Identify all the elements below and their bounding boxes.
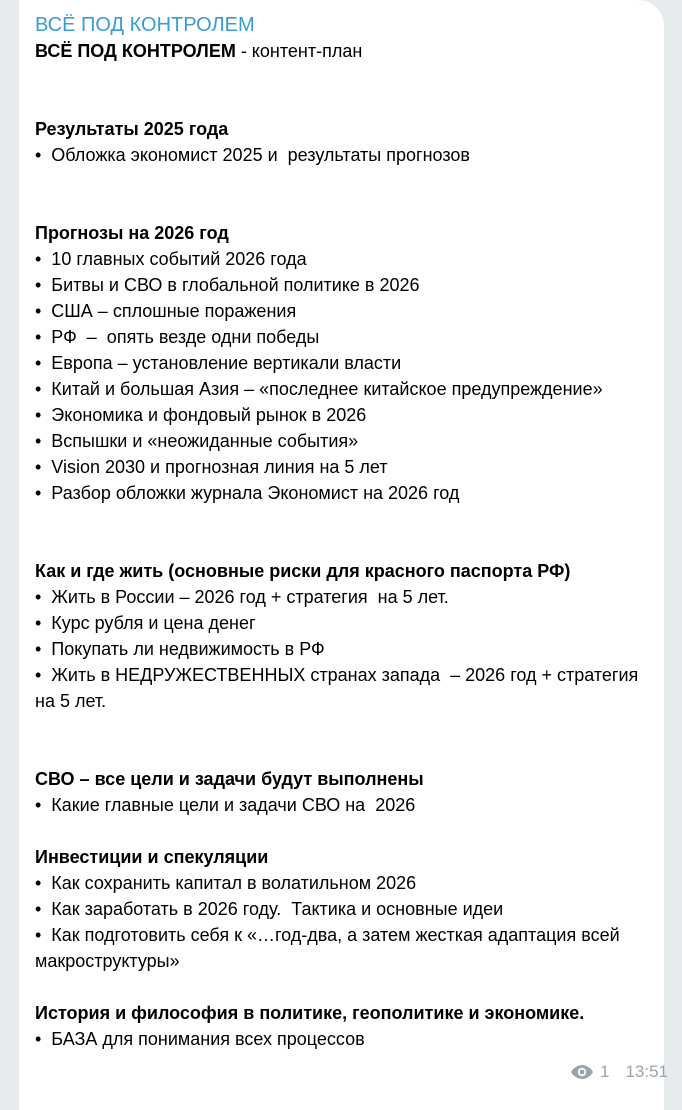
list-item: • Европа – установление вертикали власти bbox=[35, 353, 402, 373]
section-heading: Как и где жить (основные риски для красного паспорта РФ) bbox=[35, 561, 571, 581]
list-item: • Покупать ли недвижимость в РФ bbox=[35, 639, 325, 659]
list-item: • 10 главных событий 2026 года bbox=[35, 249, 307, 269]
spacer bbox=[35, 506, 648, 558]
message-time: 13:51 bbox=[625, 1062, 668, 1081]
spacer bbox=[35, 64, 648, 116]
list-item: • Вспышки и «неожиданные события» bbox=[35, 431, 359, 451]
list-item: • Битвы и СВО в глобальной политике в 2026 bbox=[35, 275, 420, 295]
list-item: • Какие главные цели и задачи СВО на 2026 bbox=[35, 795, 416, 815]
list-item: • Курс рубля и цена денег bbox=[35, 613, 256, 633]
section-where-to-live bbox=[35, 558, 648, 714]
view-count: 1 bbox=[599, 1062, 610, 1081]
section-heading: Прогнозы на 2026 год bbox=[35, 223, 229, 243]
spacer bbox=[35, 168, 648, 220]
list-item: • Vision 2030 и прогнозная линия на 5 лет bbox=[35, 457, 388, 477]
spacer bbox=[35, 818, 648, 844]
section-heading: Инвестиции и спекуляции bbox=[35, 847, 269, 867]
section-history-philosophy bbox=[35, 1000, 648, 1052]
list-item: • Экономика и фондовый рынок в 2026 bbox=[35, 405, 367, 425]
list-item: • Как подготовить себя к «…год-два, а затем жесткая адаптация всей макроструктуры» bbox=[35, 925, 625, 971]
eye-icon bbox=[570, 1064, 594, 1080]
list-item: • Как сохранить капитал в волатильном 2026 bbox=[35, 873, 417, 893]
list-item: • Китай и большая Азия – «последнее китайское предупреждение» bbox=[35, 379, 603, 399]
list-item: • Как заработать в 2026 году. Тактика и основные идеи bbox=[35, 899, 504, 919]
spacer bbox=[35, 974, 648, 1000]
spacer bbox=[35, 714, 648, 766]
list-item: • Жить в НЕДРУЖЕСТВЕННЫХ странах запада – 2026 год + стратегия на 5 лет. bbox=[35, 665, 644, 711]
post-title bbox=[35, 38, 648, 64]
section-heading: История и философия в политике, геополитике и экономике. bbox=[35, 1003, 585, 1023]
list-item: • Обложка экономист 2025 и результаты прогнозов bbox=[35, 145, 470, 165]
list-item: • РФ – опять везде одни победы bbox=[35, 327, 320, 347]
section-forecasts-2026 bbox=[35, 220, 648, 506]
message-bubble bbox=[19, 0, 664, 1110]
section-investments bbox=[35, 844, 648, 974]
message-meta bbox=[570, 1062, 668, 1082]
section-heading: Результаты 2025 года bbox=[35, 119, 229, 139]
list-item: • БАЗА для понимания всех процессов bbox=[35, 1029, 365, 1049]
post-title-rest: - контент-план bbox=[235, 41, 363, 61]
section-results-2025 bbox=[35, 116, 648, 168]
list-item: • Разбор обложки журнала Экономист на 2026 год bbox=[35, 483, 460, 503]
post-title-bold: ВСЁ ПОД КОНТРОЛЕМ bbox=[35, 41, 236, 61]
list-item: • Жить в России – 2026 год + стратегия на 5 лет. bbox=[35, 587, 449, 607]
section-heading: СВО – все цели и задачи будут выполнены bbox=[35, 769, 424, 789]
channel-name[interactable]: ВСЁ ПОД КОНТРОЛЕМ bbox=[35, 14, 255, 36]
section-svo bbox=[35, 766, 648, 818]
list-item: • США – сплошные поражения bbox=[35, 301, 297, 321]
